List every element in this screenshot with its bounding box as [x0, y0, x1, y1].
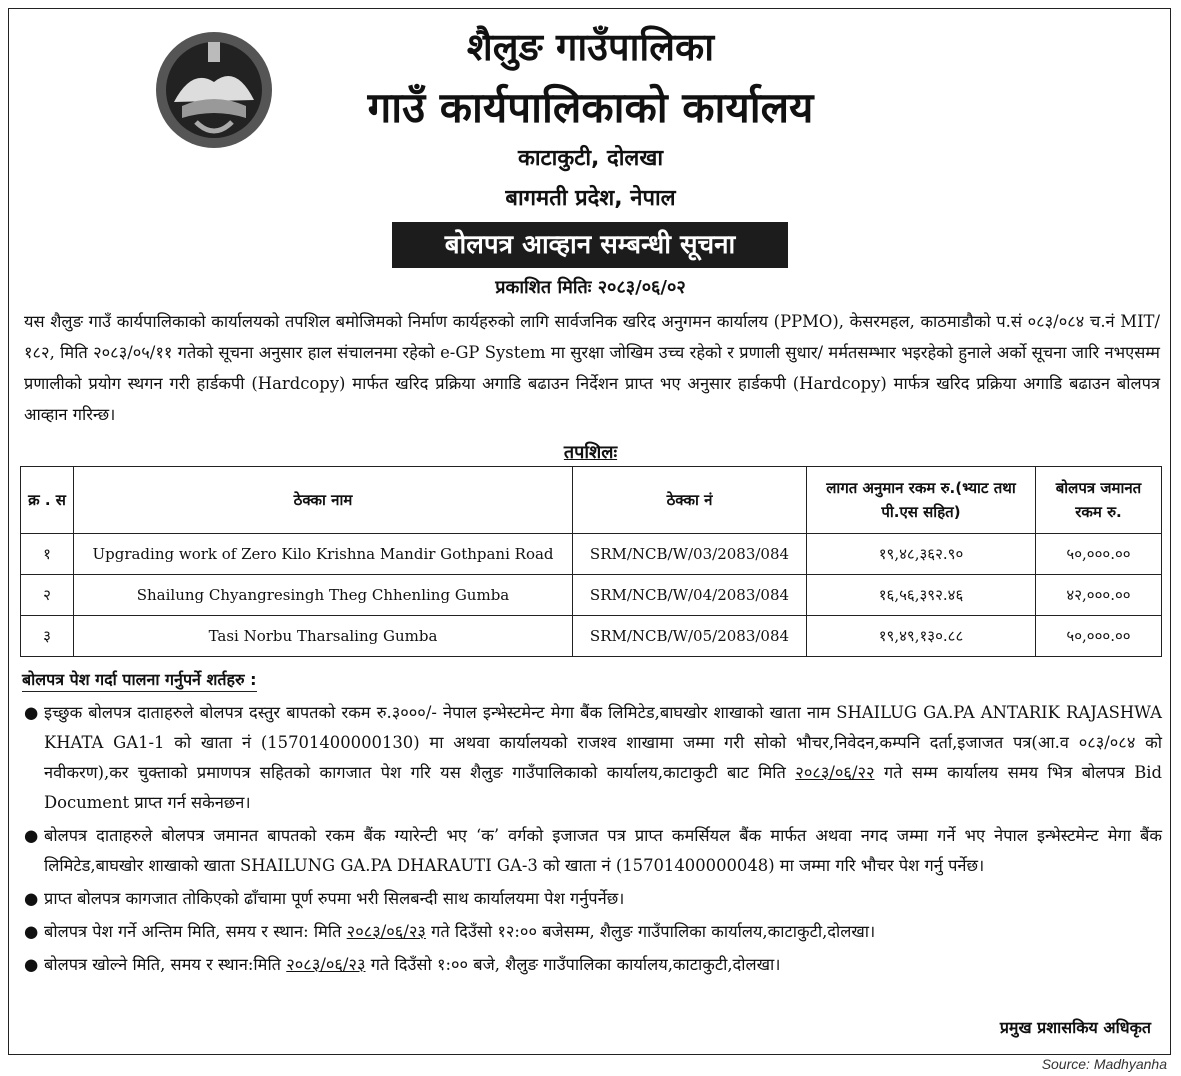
cell-contract-no: SRM/NCB/W/03/2083/084 [573, 534, 807, 575]
list-item [22, 698, 1162, 818]
condition-text-end: गते दिउँसो १२:०० बजेसम्म, शैलुङ गाउँपालिका कार्यालय,काटाकुटी,दोलखा। [425, 922, 876, 941]
list-item [22, 821, 1162, 881]
tender-table [20, 466, 1162, 657]
table-row [21, 534, 1162, 575]
conditions-title: बोलपत्र पेश गर्दा पालना गर्नुपर्ने शर्तहरु : [22, 668, 257, 692]
condition-date: २०८३/०६/२३ [346, 922, 426, 941]
col-header-bid-security: बोलपत्र जमानत रकम रु. [1036, 467, 1162, 534]
condition-text: बोलपत्र खोल्ने मिति, समय र स्थान:मिति [44, 955, 287, 974]
condition-text: बोलपत्र दाताहरुले बोलपत्र जमानत बापतको रकम बैंक ग्यारेन्टी भए ‘क’ वर्गको इजाजत पत्र प्राप्त कमर्सियल बैंक मार्फत अथवा नगद जम्मा गर्ने भए नेपाल इन्भेस्टमेन्ट मेगा बैंक लिमिटेड,बाघखोर शाखाको खाता SHAILUNG GA.PA DHARAUTI GA-3 को खाता नं (15701400000048) मा जम्मा गरि भौचर पेश गर्नु पर्नेछ। [44, 826, 1162, 875]
condition-date: २०८३/०६/२२ [795, 763, 875, 782]
cell-cost-estimate: १९,४८,३६२.९० [807, 534, 1036, 575]
notice-title-banner: बोलपत्र आव्हान सम्बन्धी सूचना [392, 222, 788, 268]
cell-bid-security: ५०,०००.०० [1036, 534, 1162, 575]
condition-text-end: गते दिउँसो १:०० बजे, शैलुङ गाउँपालिका कार्यालय,काटाकुटी,दोलखा। [365, 955, 781, 974]
published-date: प्रकाशित मितिः २०८३/०६/०२ [495, 277, 686, 298]
table-header-row [21, 467, 1162, 534]
table-row [21, 616, 1162, 657]
cell-cost-estimate: १९,४९,१३०.८८ [807, 616, 1036, 657]
condition-text: बोलपत्र पेश गर्ने अन्तिम मिति, समय र स्थान: मिति [44, 922, 347, 941]
signatory-title: प्रमुख प्रशासकिय अधिकृत [999, 1018, 1151, 1037]
bullet-icon: ● [24, 955, 39, 974]
cell-bid-security: ५०,०००.०० [1036, 616, 1162, 657]
condition-date: २०८३/०६/२३ [286, 955, 366, 974]
condition-text-end: गते सम्म कार्यालय समय भित्र बोलपत्र Bid Document प्राप्त गर्न सकेनछन। [44, 763, 1162, 812]
cell-contract-no: SRM/NCB/W/04/2083/084 [573, 575, 807, 616]
cell-bid-security: ४२,०००.०० [1036, 575, 1162, 616]
list-item [22, 917, 1162, 947]
cell-sn: २ [21, 575, 74, 616]
bullet-icon: ● [24, 922, 39, 941]
col-header-sn: क्र . स [21, 467, 74, 534]
intro-paragraph [24, 306, 1160, 430]
bullet-icon: ● [24, 826, 39, 845]
cell-contract-name: Tasi Norbu Tharsaling Gumba [74, 616, 573, 657]
bullet-icon: ● [24, 889, 39, 908]
cell-sn: ३ [21, 616, 74, 657]
condition-text: इच्छुक बोलपत्र दाताहरुले बोलपत्र दस्तुर बापतको रकम रु.३०००/- नेपाल इन्भेस्टमेन्ट मेगा बैंक लिमिटेड,बाघखोर शाखाको खाता नाम SHAILUG GA.PA ANTARIK RAJASHWA KHATA GA1-1 को खाता नं (15701400000130) मा अथवा कार्यालयको राजश्व शाखामा जम्मा गरी सोको भौचर,निवेदन,कम्पनि दर्ता,इजाजत पत्र(आ.व ०८३/०८४ को नवीकरण),कर चुक्ताको प्रमाणपत्र सहितको कागजात पेश गरि यस शैलुङ गाउँपालिकाको कार्यालय,काटाकुटी बाट मिति [44, 703, 1162, 782]
conditions-list [22, 698, 1162, 983]
schedule-title: तपशिलः [563, 442, 618, 463]
schedule-heading [0, 440, 1181, 464]
condition-text: प्राप्त बोलपत्र कागजात तोकिएको ढाँचामा पूर्ण रुपमा भरी सिलबन्दी साथ कार्यालयमा पेश गर्नुपर्नेछ। [44, 889, 625, 908]
source-credit: Source: Madhyanha [1041, 1056, 1167, 1072]
cell-contract-name: Upgrading work of Zero Kilo Krishna Mandir Gothpani Road [74, 534, 573, 575]
cell-contract-no: SRM/NCB/W/05/2083/084 [573, 616, 807, 657]
table-row [21, 575, 1162, 616]
intro-text: यस शैलुङ गाउँ कार्यपालिकाको कार्यालयको तपशिल बमोजिमको निर्माण कार्यहरुको लागि सार्वजनिक खरिद अनुगमन कार्यालय (PPMO), केसरमहल, काठमाडौको प.सं ०८३/०८४ च.नं MIT/१८२, मिति २०८३/०५/११ गतेको सूचना अनुसार हाल संचालनमा रहेको e-GP System मा सुरक्षा जोखिम उच्च रहेको र प्रणाली सुधार/ मर्मतसम्भार भइरहेको हुनाले अर्को सूचना जारि नभएसम्म प्रणालीको प्रयोग स्थगन गरी हार्डकपी (Hardcopy) मार्फत खरिद प्रक्रिया अगाडि बढाउन निर्देशन प्राप्त भए अनुसार हार्डकपी (Hardcopy) मार्फत्र खरिद प्रक्रिया अगाडि बढाउन बोलपत्र आव्हान गरिन्छ। [24, 312, 1160, 424]
cell-cost-estimate: १६,५६,३९२.४६ [807, 575, 1036, 616]
col-header-contract-name: ठेक्का नाम [74, 467, 573, 534]
cell-sn: १ [21, 534, 74, 575]
bullet-icon: ● [24, 703, 39, 722]
province-country: बागमती प्रदेश, नेपाल [505, 186, 676, 211]
list-item [22, 950, 1162, 980]
list-item [22, 884, 1162, 914]
office-name: गाउँ कार्यपालिकाको कार्यालय [367, 83, 814, 132]
office-address: काटाकुटी, दोलखा [517, 146, 664, 171]
cell-contract-name: Shailung Chyangresingh Theg Chhenling Gumba [74, 575, 573, 616]
col-header-contract-no: ठेक्का नं [573, 467, 807, 534]
col-header-cost-estimate: लागत अनुमान रकम रु.(भ्याट तथा पी.एस सहित) [807, 467, 1036, 534]
municipality-name: शैलुङ गाउँपालिका [466, 25, 715, 69]
